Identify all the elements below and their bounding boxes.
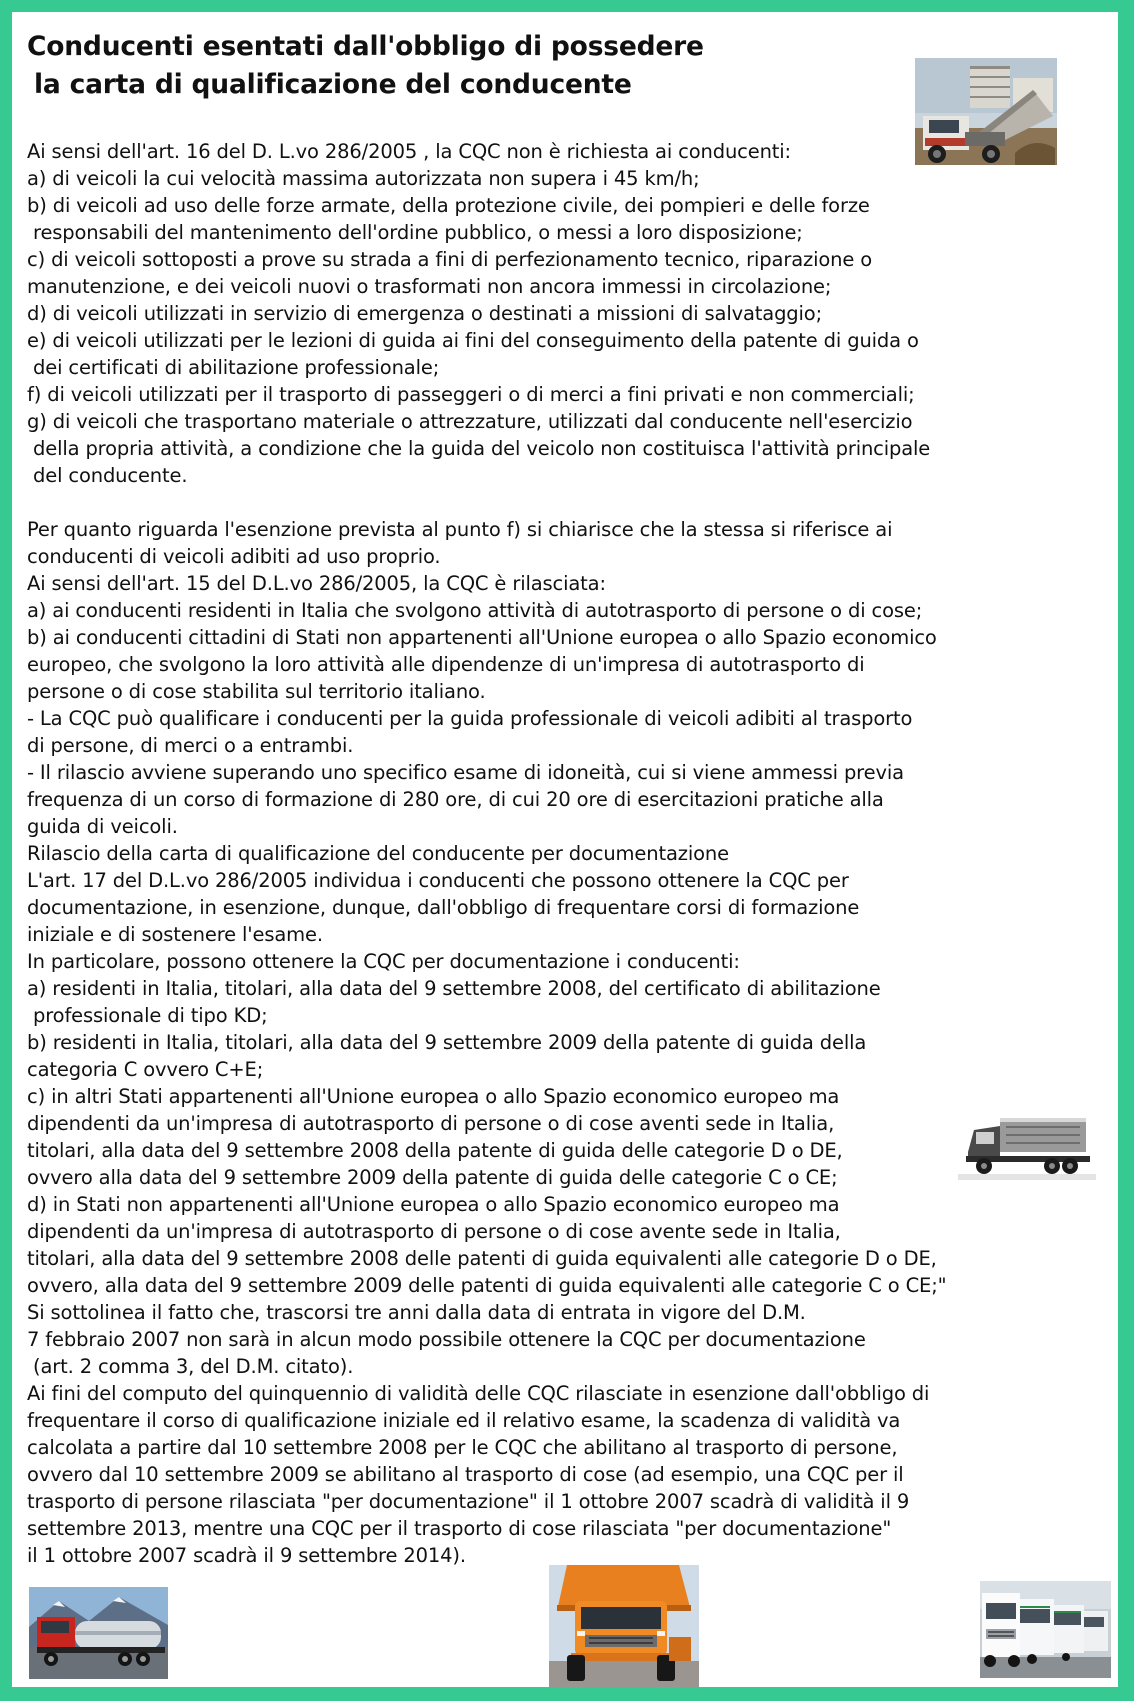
title-line-2: la carta di qualificazione del conducente — [34, 69, 632, 100]
orange-dump-truck-illustration — [549, 1565, 699, 1687]
text-line: f) di veicoli utilizzati per il trasporto di passeggeri o di merci a fini privati e non commerciali; — [27, 383, 915, 406]
title-line-1: Conducenti esentati dall'obbligo di possedere — [27, 31, 704, 62]
text-line: titolari, alla data del 9 settembre 2008 della patente di guida delle categorie D o DE, — [27, 1139, 843, 1162]
body-text — [27, 138, 1087, 1569]
text-line: iniziale e di sostenere l'esame. — [27, 923, 323, 946]
text-line: Ai sensi dell'art. 15 del D.L.vo 286/2005, la CQC è rilasciata: — [27, 572, 606, 595]
text-line: Per quanto riguarda l'esenzione prevista al punto f) si chiarisce che la stessa si riferisce ai — [27, 518, 893, 541]
truck-fleet-photo — [980, 1581, 1111, 1678]
text-line: settembre 2013, mentre una CQC per il trasporto di cose rilasciata "per documentazione" — [27, 1517, 892, 1540]
text-line: dipendenti da un'impresa di autotrasporto di persone o di cose aventi sede in Italia, — [27, 1112, 835, 1135]
text-line: a) residenti in Italia, titolari, alla data del 9 settembre 2008, del certificato di abilitazione — [27, 977, 881, 1000]
text-line: responsabili del mantenimento dell'ordine pubblico, o messi a loro disposizione; — [33, 221, 803, 244]
text-line: - La CQC può qualificare i conducenti per la guida professionale di veicoli adibiti al trasporto — [27, 707, 913, 730]
text-line: conducenti di veicoli adibiti ad uso proprio. — [27, 545, 441, 568]
paragraph-gap — [27, 489, 1087, 516]
text-line: Si sottolinea il fatto che, trascorsi tre anni dalla data di entrata in vigore del D.M. — [27, 1301, 806, 1324]
text-line: manutenzione, e dei veicoli nuovi o trasformati non ancora immessi in circolazione; — [27, 275, 832, 298]
text-line: c) di veicoli sottoposti a prove su strada a fini di perfezionamento tecnico, riparazione o — [27, 248, 873, 271]
text-line: documentazione, in esenzione, dunque, dall'obbligo di frequentare corsi di formazione — [27, 896, 860, 919]
text-line: e) di veicoli utilizzati per le lezioni di guida ai fini del conseguimento della patente di guida o — [27, 329, 919, 352]
page-title — [27, 28, 704, 104]
text-line: frequentare il corso di qualificazione iniziale ed il relativo esame, la scadenza di validità va — [27, 1409, 901, 1432]
text-line: trasporto di persone rilasciata "per documentazione" il 1 ottobre 2007 scadrà di validità il 9 — [27, 1490, 910, 1513]
text-line: dei certificati di abilitazione professionale; — [33, 356, 440, 379]
text-line: del conducente. — [33, 464, 188, 487]
text-line: calcolata a partire dal 10 settembre 2008 per le CQC che abilitano al trasporto di persone, — [27, 1436, 898, 1459]
text-line: professionale di tipo KD; — [33, 1004, 268, 1027]
text-line: d) in Stati non appartenenti all'Unione europea o allo Spazio economico europeo ma — [27, 1193, 840, 1216]
text-line: Rilascio della carta di qualificazione del conducente per documentazione — [27, 842, 729, 865]
text-line: categoria C ovvero C+E; — [27, 1058, 264, 1081]
text-line: (art. 2 comma 3, del D.M. citato). — [33, 1355, 354, 1378]
text-line: a) ai conducenti residenti in Italia che svolgono attività di autotrasporto di persone o di cose; — [27, 599, 923, 622]
tanker-truck-photo — [29, 1587, 168, 1679]
text-line: dipendenti da un'impresa di autotrasporto di persone o di cose avente sede in Italia, — [27, 1220, 841, 1243]
text-line: ovvero alla data del 9 settembre 2009 della patente di guida delle categorie C o CE; — [27, 1166, 838, 1189]
truck-fleet-illustration — [980, 1581, 1111, 1678]
text-line: europeo, che svolgono la loro attività alle dipendenze di un'impresa di autotrasporto di — [27, 653, 865, 676]
text-line: b) residenti in Italia, titolari, alla data del 9 settembre 2009 della patente di guida della — [27, 1031, 867, 1054]
text-line: L'art. 17 del D.L.vo 286/2005 individua i conducenti che possono ottenere la CQC per — [27, 869, 849, 892]
text-line: frequenza di un corso di formazione di 280 ore, di cui 20 ore di esercitazioni pratiche alla — [27, 788, 884, 811]
text-line: Ai sensi dell'art. 16 del D. L.vo 286/2005 , la CQC non è richiesta ai conducenti: — [27, 140, 791, 163]
text-line: il 1 ottobre 2007 scadrà il 9 settembre 2014). — [27, 1544, 466, 1567]
text-line: g) di veicoli che trasportano materiale o attrezzature, utilizzati dal conducente nell'esercizio — [27, 410, 913, 433]
text-line: di persone, di merci o a entrambi. — [27, 734, 354, 757]
orange-dump-truck-photo — [549, 1565, 699, 1687]
text-line: b) di veicoli ad uso delle forze armate, della protezione civile, dei pompieri e delle forze — [27, 194, 870, 217]
text-line: c) in altri Stati appartenenti all'Unione europea o allo Spazio economico europeo ma — [27, 1085, 840, 1108]
text-line: Ai fini del computo del quinquennio di validità delle CQC rilasciate in esenzione dall'obbligo di — [27, 1382, 930, 1405]
vintage-truck-photo — [958, 1108, 1096, 1180]
text-line: persone o di cose stabilita sul territorio italiano. — [27, 680, 486, 703]
text-line: ovvero, alla data del 9 settembre 2009 delle patenti di guida equivalenti alle categorie C o CE;" — [27, 1274, 947, 1297]
text-line: della propria attività, a condizione che la guida del veicolo non costituisca l'attività principale — [33, 437, 931, 460]
text-line: guida di veicoli. — [27, 815, 178, 838]
text-line: ovvero dal 10 settembre 2009 se abilitano al trasporto di cose (ad esempio, una CQC per il — [27, 1463, 904, 1486]
text-line: In particolare, possono ottenere la CQC per documentazione i conducenti: — [27, 950, 740, 973]
text-line: - Il rilascio avviene superando uno specifico esame di idoneità, cui si viene ammessi previa — [27, 761, 904, 784]
vintage-truck-illustration — [958, 1108, 1096, 1180]
text-line: a) di veicoli la cui velocità massima autorizzata non supera i 45 km/h; — [27, 167, 700, 190]
document-page — [12, 12, 1118, 1687]
text-line: 7 febbraio 2007 non sarà in alcun modo possibile ottenere la CQC per documentazione — [27, 1328, 866, 1351]
tanker-truck-illustration — [29, 1587, 168, 1679]
text-line: b) ai conducenti cittadini di Stati non appartenenti all'Unione europea o allo Spazio economico — [27, 626, 937, 649]
text-line: d) di veicoli utilizzati in servizio di emergenza o destinati a missioni di salvataggio; — [27, 302, 823, 325]
text-line: titolari, alla data del 9 settembre 2008 delle patenti di guida equivalenti alle categorie D o DE, — [27, 1247, 937, 1270]
